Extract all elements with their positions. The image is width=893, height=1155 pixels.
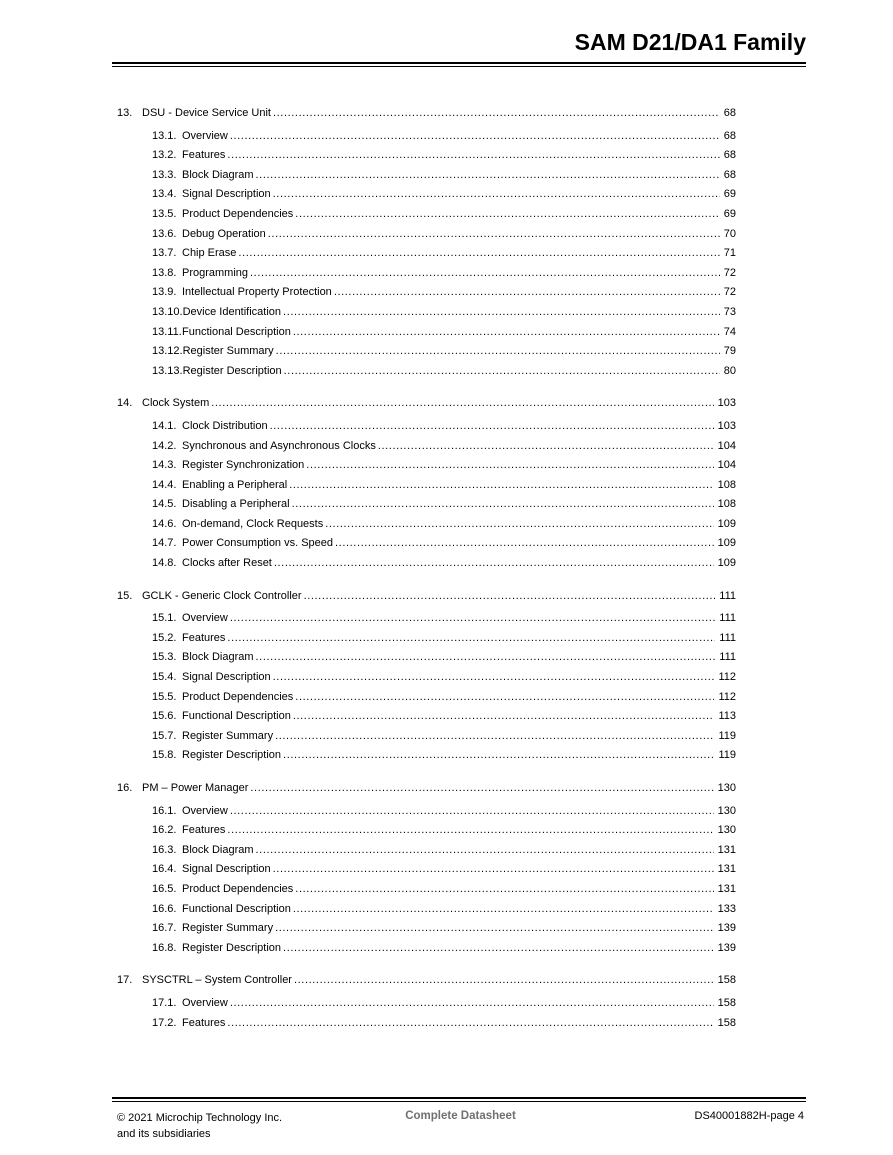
toc-entry-number: 14.8. <box>152 557 177 570</box>
toc-section-row[interactable] <box>117 971 736 991</box>
toc-entry-number: 16.5. <box>152 882 177 895</box>
toc-entry-number: 16.7. <box>152 922 177 935</box>
toc-entry-page: 103 <box>717 419 736 432</box>
toc-entry-title: Signal Description <box>182 863 271 876</box>
toc-entry-title: Overview <box>182 612 228 625</box>
footer-document-label: Complete Datasheet <box>405 1110 516 1122</box>
toc-dot-leader <box>335 534 714 554</box>
toc-entry-title: Overview <box>182 804 228 817</box>
toc-dot-leader <box>293 900 714 920</box>
toc-entry-page: 74 <box>723 325 736 338</box>
toc-entry-page: 119 <box>718 749 736 762</box>
toc-entry-page: 158 <box>717 996 736 1009</box>
toc-subsection-row[interactable] <box>117 362 736 382</box>
toc-entry-page: 68 <box>723 149 736 162</box>
footer-copyright-line2: and its subsidiaries <box>117 1128 211 1140</box>
toc-entry-title: Overview <box>182 129 228 142</box>
toc-dot-leader <box>284 362 720 382</box>
toc-dot-leader <box>295 688 714 708</box>
toc-entry-title: Features <box>182 149 226 162</box>
toc-entry-number: 16.4. <box>152 863 177 876</box>
toc-entry-page: 111 <box>719 612 736 625</box>
toc-dot-leader <box>276 342 720 362</box>
toc-entry-page: 72 <box>723 286 736 299</box>
toc-subsection-row[interactable] <box>117 821 736 841</box>
toc-entry-page: 130 <box>717 782 736 794</box>
toc-entry-number: 16.2. <box>152 824 177 837</box>
toc-entry-title: Register Description <box>182 364 282 377</box>
toc-entry-page: 72 <box>723 266 736 279</box>
toc-entry-title: DSU - Device Service Unit <box>142 107 271 119</box>
toc-entry-page: 73 <box>723 305 736 318</box>
toc-subsection-row[interactable] <box>117 554 736 574</box>
toc-entry-page: 112 <box>718 671 736 684</box>
toc-subsection-row[interactable] <box>117 534 736 554</box>
toc-entry-page: 104 <box>717 459 736 472</box>
toc-subsection-row[interactable] <box>117 802 736 822</box>
toc-entry-page: 68 <box>723 129 736 142</box>
toc-entry-number: 14.2. <box>152 439 177 452</box>
toc-dot-leader <box>230 994 714 1014</box>
toc-entry-number: 14.4. <box>152 478 177 491</box>
toc-entry-number: 14.6. <box>152 517 177 530</box>
footer-rule <box>112 1097 806 1102</box>
toc-entry-number: 14.5. <box>152 498 177 511</box>
toc-entry-title: Signal Description <box>182 188 271 201</box>
toc-entry-title: Programming <box>182 266 249 279</box>
toc-subsection-row[interactable] <box>117 994 736 1014</box>
toc-entry-title: Overview <box>182 996 228 1009</box>
toc-section-row[interactable] <box>117 587 736 607</box>
header-rule <box>112 62 806 67</box>
toc-entry-title: Product Dependencies <box>182 690 294 703</box>
toc-dot-leader <box>227 821 713 841</box>
toc-dot-leader <box>273 104 720 124</box>
toc-dot-leader <box>273 185 720 205</box>
toc-subsection-row[interactable] <box>117 629 736 649</box>
toc-entry-number: 15.1. <box>152 612 177 625</box>
toc-entry-page: 113 <box>718 710 736 723</box>
toc-entry-number: 13.1. <box>152 129 177 142</box>
toc-entry-number: 13.5. <box>152 207 177 220</box>
toc-subsection-row[interactable] <box>117 342 736 362</box>
toc-subsection-row[interactable] <box>117 417 736 437</box>
toc-entry-title: Enabling a Peripheral <box>182 478 288 491</box>
toc-dot-leader <box>230 802 714 822</box>
toc-subsection-row[interactable] <box>117 146 736 166</box>
toc-entry-title: Synchronous and Asynchronous Clocks <box>182 439 376 452</box>
toc-entry-page: 109 <box>717 557 736 570</box>
toc-dot-leader <box>294 971 714 991</box>
toc-entry-title: Device Identification <box>182 305 282 318</box>
toc-entry-page: 108 <box>717 478 736 491</box>
toc-entry-title: Features <box>182 631 226 644</box>
toc-entry-page: 103 <box>717 397 736 410</box>
toc-entry-number: 16.1. <box>152 804 177 817</box>
toc-section-group <box>117 394 736 573</box>
toc-entry-page: 111 <box>719 651 736 664</box>
toc-subsection-row[interactable] <box>117 283 736 303</box>
toc-dot-leader <box>275 727 714 747</box>
toc-entry-number: 14. <box>117 397 133 410</box>
page-header <box>0 0 893 67</box>
toc-entry-page: 130 <box>717 824 736 837</box>
toc-subsection-row[interactable] <box>117 166 736 186</box>
toc-dot-leader <box>293 323 720 343</box>
toc-dot-leader <box>230 609 715 629</box>
toc-entry-page: 104 <box>717 439 736 452</box>
toc-subsection-row[interactable] <box>117 609 736 629</box>
toc-entry-title: Clock Distribution <box>182 419 268 432</box>
toc-entry-title: Register Summary <box>182 345 274 358</box>
toc-subsection-row[interactable] <box>117 205 736 225</box>
toc-section-row[interactable] <box>117 779 736 799</box>
toc-subsection-row[interactable] <box>117 185 736 205</box>
toc-subsection-row[interactable] <box>117 476 736 496</box>
toc-entry-title: Debug Operation <box>182 227 266 240</box>
toc-entry-number: 16.8. <box>152 941 177 954</box>
toc-dot-leader <box>273 668 715 688</box>
toc-dot-leader <box>293 707 715 727</box>
toc-dot-leader <box>283 303 720 323</box>
toc-entry-number: 15.6. <box>152 710 177 723</box>
toc-entry-title: Intellectual Property Protection <box>182 286 332 299</box>
toc-entry-page: 69 <box>723 188 736 201</box>
toc-dot-leader <box>250 779 713 799</box>
toc-dot-leader <box>283 746 714 766</box>
toc-entry-page: 111 <box>719 589 736 602</box>
toc-entry-number: 13.10. <box>152 305 183 318</box>
toc-entry-number: 16.6. <box>152 902 177 915</box>
toc-dot-leader <box>227 629 715 649</box>
toc-subsection-row[interactable] <box>117 456 736 476</box>
toc-subsection-row[interactable] <box>117 939 736 959</box>
toc-entry-number: 17. <box>117 974 133 987</box>
toc-dot-leader <box>295 880 713 900</box>
toc-entry-title: Features <box>182 824 226 837</box>
toc-dot-leader <box>268 225 720 245</box>
toc-subsection-row[interactable] <box>117 303 736 323</box>
toc-entry-page: 133 <box>717 902 736 915</box>
toc-subsection-row[interactable] <box>117 515 736 535</box>
toc-subsection-row[interactable] <box>117 127 736 147</box>
toc-dot-leader <box>334 283 720 303</box>
toc-entry-page: 69 <box>723 207 736 220</box>
toc-entry-title: Functional Description <box>182 902 291 915</box>
toc-entry-page: 158 <box>717 974 736 987</box>
page-footer <box>112 1097 806 1142</box>
toc-entry-page: 108 <box>717 498 736 511</box>
toc-entry-title: Signal Description <box>182 671 271 684</box>
toc-entry-title: On-demand, Clock Requests <box>182 517 324 530</box>
toc-dot-leader <box>256 166 720 186</box>
toc-subsection-row[interactable] <box>117 323 736 343</box>
toc-entry-title: Clock System <box>142 397 210 410</box>
toc-entry-page: 70 <box>723 227 736 240</box>
toc-entry-number: 15.2. <box>152 631 177 644</box>
toc-dot-leader <box>295 205 719 225</box>
toc-dot-leader <box>274 554 714 574</box>
toc-entry-page: 139 <box>717 941 736 954</box>
toc-entry-page: 68 <box>723 168 736 181</box>
toc-entry-title: Product Dependencies <box>182 207 294 220</box>
toc-entry-page: 112 <box>718 690 736 703</box>
toc-entry-number: 17.1. <box>152 996 177 1009</box>
toc-entry-page: 131 <box>717 843 736 856</box>
toc-entry-page: 71 <box>723 247 736 260</box>
toc-subsection-row[interactable] <box>117 495 736 515</box>
toc-entry-number: 13.8. <box>152 266 177 279</box>
toc-entry-number: 13.6. <box>152 227 177 240</box>
toc-section-group <box>117 779 736 958</box>
toc-dot-leader <box>292 495 714 515</box>
toc-entry-page: 68 <box>723 107 736 119</box>
toc-entry-title: Register Summary <box>182 922 274 935</box>
toc-dot-leader <box>256 648 716 668</box>
toc-entry-page: 158 <box>717 1016 736 1029</box>
toc-entry-page: 131 <box>717 882 736 895</box>
toc-entry-page: 80 <box>723 364 736 377</box>
toc-entry-page: 119 <box>718 729 736 742</box>
toc-entry-number: 15.3. <box>152 651 177 664</box>
toc-subsection-row[interactable] <box>117 707 736 727</box>
toc-entry-number: 13.13. <box>152 364 183 377</box>
toc-subsection-row[interactable] <box>117 244 736 264</box>
page-body <box>0 104 893 1033</box>
toc-entry-number: 15.7. <box>152 729 177 742</box>
page-title: SAM D21/DA1 Family <box>574 29 806 55</box>
toc-entry-title: Features <box>182 1016 226 1029</box>
toc-entry-number: 15.8. <box>152 749 177 762</box>
toc-subsection-row[interactable] <box>117 880 736 900</box>
toc-entry-title: Power Consumption vs. Speed <box>182 537 334 550</box>
toc-entry-number: 15.4. <box>152 671 177 684</box>
footer-copyright <box>117 1110 405 1142</box>
toc-section-row[interactable] <box>117 394 736 414</box>
toc-entry-number: 16.3. <box>152 843 177 856</box>
toc-entry-title: Register Description <box>182 941 282 954</box>
toc-dot-leader <box>256 841 714 861</box>
toc-entry-title: Register Synchronization <box>182 459 305 472</box>
toc-dot-leader <box>238 244 719 264</box>
toc-entry-number: 15. <box>117 589 133 602</box>
toc-subsection-row[interactable] <box>117 437 736 457</box>
toc-section-group <box>117 971 736 1033</box>
toc-entry-title: GCLK - Generic Clock Controller <box>142 589 302 602</box>
toc-entry-page: 130 <box>717 804 736 817</box>
toc-dot-leader <box>230 127 720 147</box>
toc-subsection-row[interactable] <box>117 668 736 688</box>
toc-entry-number: 15.5. <box>152 690 177 703</box>
toc-dot-leader <box>306 456 713 476</box>
toc-subsection-row[interactable] <box>117 264 736 284</box>
toc-entry-page: 109 <box>717 537 736 550</box>
toc-subsection-row[interactable] <box>117 1014 736 1034</box>
table-of-contents <box>117 104 736 1033</box>
toc-subsection-row[interactable] <box>117 860 736 880</box>
toc-dot-leader <box>275 919 714 939</box>
toc-entry-title: Clocks after Reset <box>182 557 272 570</box>
toc-dot-leader <box>270 417 714 437</box>
toc-subsection-row[interactable] <box>117 225 736 245</box>
toc-entry-title: Block Diagram <box>182 651 254 664</box>
toc-entry-number: 14.1. <box>152 419 177 432</box>
toc-section-group <box>117 587 736 766</box>
toc-subsection-row[interactable] <box>117 841 736 861</box>
toc-entry-title: Register Description <box>182 749 282 762</box>
toc-entry-number: 16. <box>117 782 133 794</box>
toc-entry-title: Block Diagram <box>182 168 254 181</box>
toc-dot-leader <box>250 264 720 284</box>
toc-entry-title: Register Summary <box>182 729 274 742</box>
toc-dot-leader <box>283 939 714 959</box>
footer-copyright-line1: © 2021 Microchip Technology Inc. <box>117 1112 283 1124</box>
toc-section-group <box>117 104 736 381</box>
toc-section-row[interactable] <box>117 104 736 124</box>
toc-entry-number: 13.12. <box>152 345 183 358</box>
toc-subsection-row[interactable] <box>117 688 736 708</box>
toc-entry-title: Functional Description <box>182 710 291 723</box>
toc-entry-number: 14.3. <box>152 459 177 472</box>
toc-entry-number: 14.7. <box>152 537 177 550</box>
toc-entry-number: 13. <box>117 107 133 119</box>
toc-dot-leader <box>378 437 714 457</box>
toc-dot-leader <box>325 515 713 535</box>
toc-entry-title: Product Dependencies <box>182 882 294 895</box>
toc-entry-number: 17.2. <box>152 1016 177 1029</box>
footer-page-number: DS40001882H-page 4 <box>694 1110 804 1122</box>
toc-entry-page: 131 <box>717 863 736 876</box>
toc-dot-leader <box>211 394 713 414</box>
toc-subsection-row[interactable] <box>117 746 736 766</box>
toc-entry-number: 13.3. <box>152 168 177 181</box>
toc-subsection-row[interactable] <box>117 900 736 920</box>
toc-entry-page: 111 <box>719 631 736 644</box>
toc-entry-number: 13.11. <box>152 325 182 338</box>
toc-entry-number: 13.9. <box>152 286 177 299</box>
toc-subsection-row[interactable] <box>117 727 736 747</box>
toc-entry-number: 13.7. <box>152 247 177 260</box>
toc-entry-title: Block Diagram <box>182 843 254 856</box>
toc-subsection-row[interactable] <box>117 919 736 939</box>
toc-dot-leader <box>273 860 714 880</box>
toc-dot-leader <box>304 587 716 607</box>
toc-entry-title: PM – Power Manager <box>142 782 249 794</box>
toc-entry-page: 139 <box>717 922 736 935</box>
toc-entry-title: Functional Description <box>182 325 291 338</box>
toc-subsection-row[interactable] <box>117 648 736 668</box>
toc-entry-page: 109 <box>717 517 736 530</box>
toc-dot-leader <box>289 476 713 496</box>
toc-dot-leader <box>227 146 719 166</box>
toc-entry-number: 13.2. <box>152 149 177 162</box>
toc-entry-number: 13.4. <box>152 188 177 201</box>
toc-entry-page: 79 <box>723 345 736 358</box>
footer-row <box>112 1110 806 1142</box>
toc-entry-title: Disabling a Peripheral <box>182 498 290 511</box>
toc-entry-title: Chip Erase <box>182 247 237 260</box>
toc-dot-leader <box>227 1014 713 1034</box>
toc-entry-title: SYSCTRL – System Controller <box>142 974 292 987</box>
